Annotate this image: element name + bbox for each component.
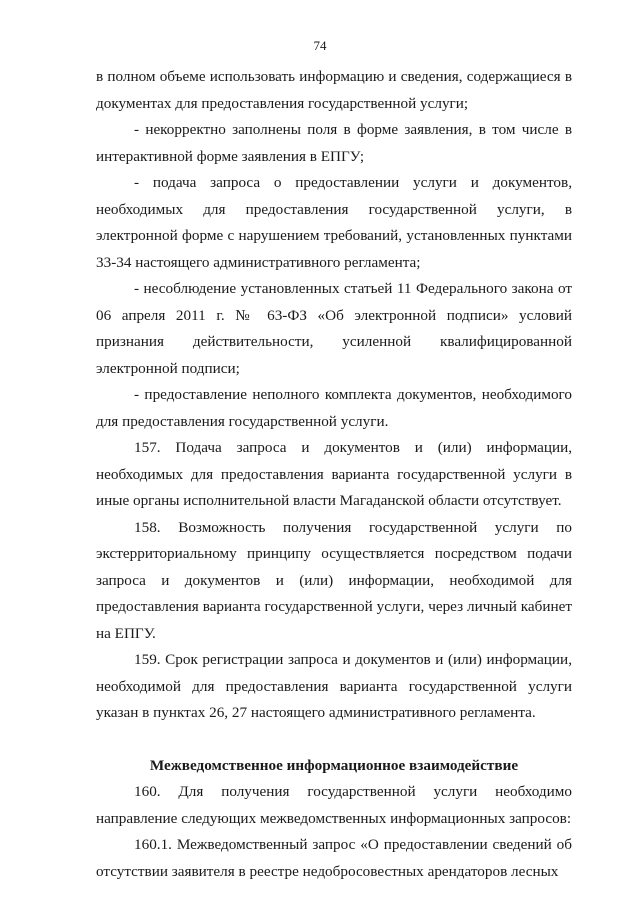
paragraph-signature-conditions: - несоблюдение установленных статьей 11 Федерального закона от 06 апреля 2011 г. № 63-ФЗ «Об электронной подписи» условий признания действительности, усиленной квалифицированной электронной подписи; [96, 280, 572, 377]
paragraph-157: 157. Подача запроса и документов и (или) информации, необходимых для предоставления варианта государственной услуги в иные органы исполнительной власти Магаданской области отсутствует. [96, 439, 572, 509]
paragraph-incorrect-fields: - некорректно заполнены поля в форме заявления, в том числе в интерактивной форме заявления в ЕПГУ; [96, 121, 572, 165]
paragraph-electronic-request: - подача запроса о предоставлении услуги и документов, необходимых для предоставления государственной услуги, в электронной форме с нарушением требований, установленных пунктами 33-34 настоящего административного регламента; [96, 174, 572, 271]
section-spacer [96, 727, 572, 753]
document-body [96, 64, 572, 885]
paragraph-159: 159. Срок регистрации запроса и документов и (или) информации, необходимой для предоставления варианта государственной услуги указан в пунктах 26, 27 настоящего административного регламента. [96, 651, 572, 721]
paragraph-160: 160. Для получения государственной услуги необходимо направление следующих межведомственных информационных запросов: [96, 783, 572, 827]
paragraph-incomplete-documents: - предоставление неполного комплекта документов, необходимого для предоставления государственной услуги. [96, 386, 572, 430]
paragraph-158: 158. Возможность получения государственной услуги по экстерриториальному принципу осуществляется посредством подачи запроса и документов и (или) информации, необходимой для предоставления варианта государственной услуги, через личный кабинет на ЕПГУ. [96, 518, 572, 642]
section-heading: Межведомственное информационное взаимодействие [149, 756, 519, 774]
page-number: 74 [313, 38, 327, 53]
paragraph-continuation: в полном объеме использовать информацию и сведения, содержащиеся в документах для предоставления государственной услуги; [96, 68, 572, 112]
paragraph-160-1: 160.1. Межведомственный запрос «О предоставлении сведений об отсутствии заявителя в реестре недобросовестных арендаторов лесных [96, 836, 572, 880]
